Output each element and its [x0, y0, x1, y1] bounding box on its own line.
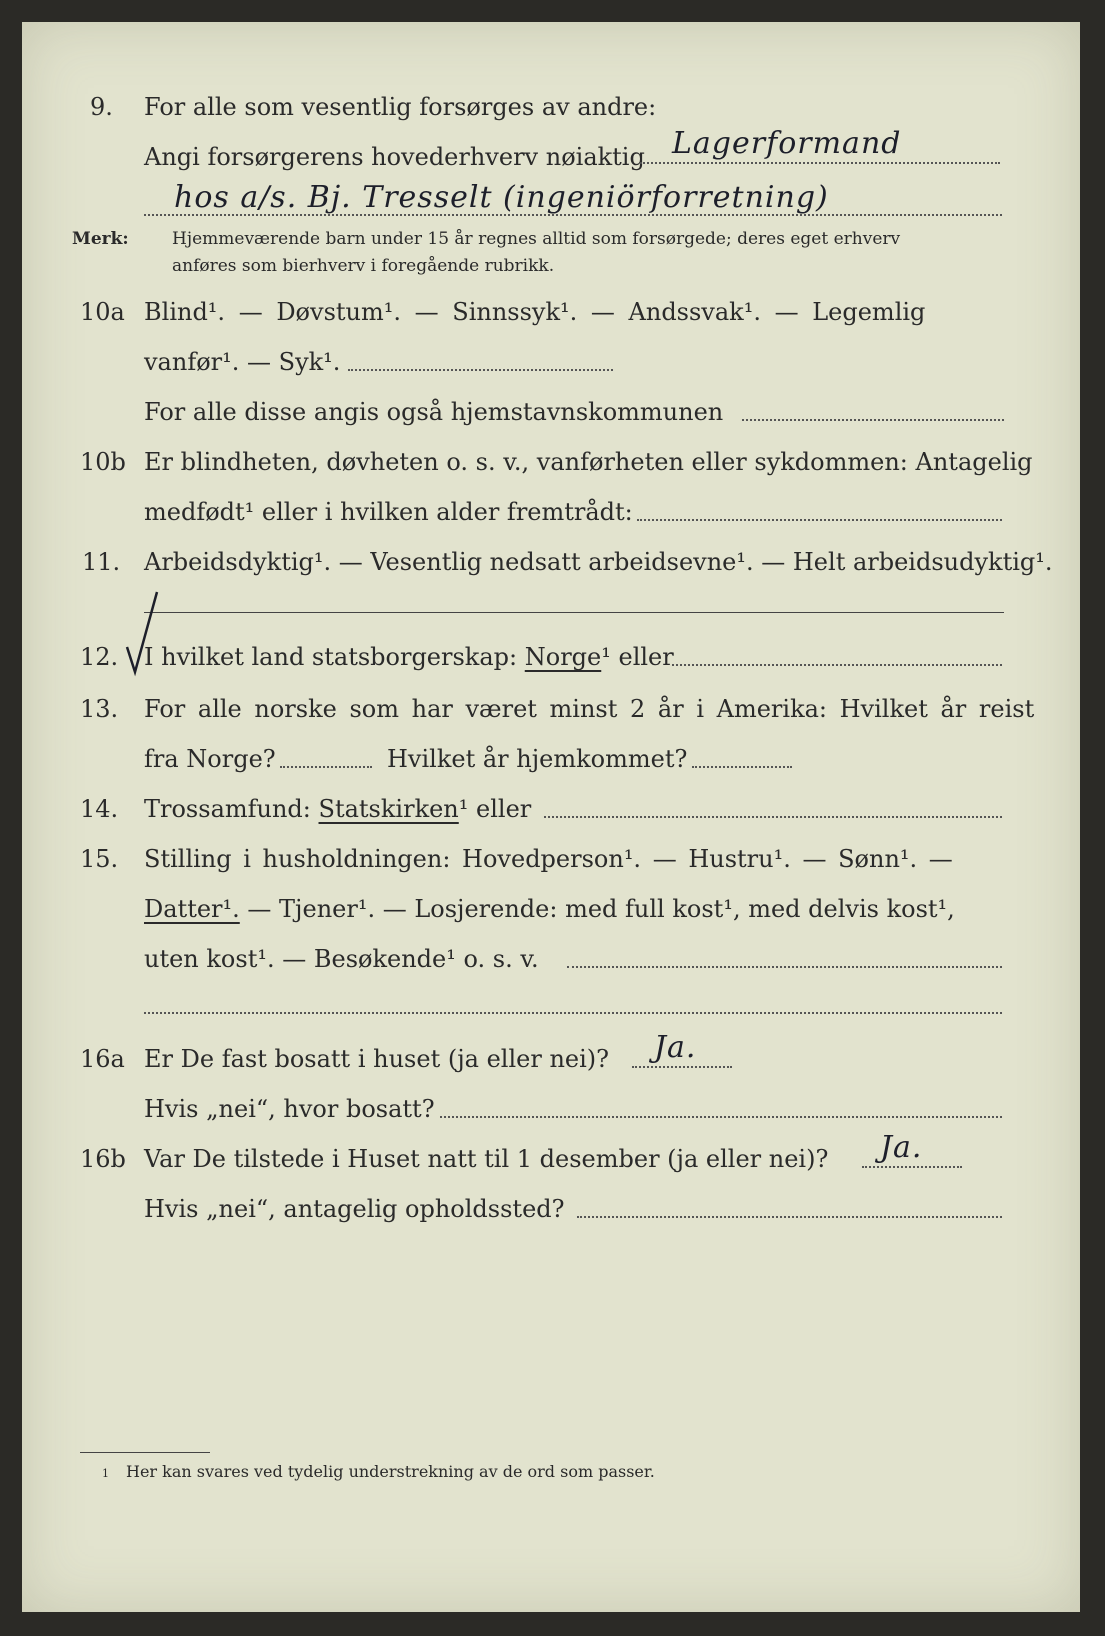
- q15-datter-underlined: Datter¹.: [144, 895, 240, 923]
- q10a-line2: vanfør¹. — Syk¹.: [144, 348, 341, 376]
- q15-line2-text: — Tjener¹. — Losjerende: med full kost¹, med delvis kost¹,: [247, 895, 955, 923]
- q14-line1: [144, 794, 531, 824]
- q16b-line2: Hvis „nei“, antagelig opholdssted?: [144, 1195, 565, 1223]
- q13-line2a: fra Norge?: [144, 745, 276, 773]
- q15-number: 15.: [80, 845, 119, 873]
- q16b-dotted-line: [862, 1166, 962, 1168]
- q9-line1: For alle som vesentlig forsørges av andre:: [144, 93, 657, 121]
- q15-line1: Stilling i husholdningen: Hovedperson¹. — Hustru¹. — Sønn¹. —: [144, 845, 953, 873]
- q16b-handwritten-answer: Ja.: [880, 1130, 923, 1165]
- q12-norge-underlined: Norge: [524, 643, 602, 671]
- q10a-number: 10a: [80, 298, 125, 326]
- footnote-divider: [80, 1452, 210, 1453]
- q16a-number: 16a: [80, 1045, 125, 1073]
- q11-line1: Arbeidsdyktig¹. — Vesentlig nedsatt arbeidsevne¹. — Helt arbeidsudyktig¹.: [144, 548, 1053, 576]
- q12-eller: ¹ eller: [601, 643, 674, 671]
- q11-answer-line: [144, 612, 1004, 613]
- q15-line3: uten kost¹. — Besøkende¹ o. s. v.: [144, 945, 539, 973]
- q12-dotted-line: [672, 664, 1002, 666]
- q16a-line2: Hvis „nei“, hvor bosatt?: [144, 1095, 435, 1123]
- q9-handwritten-answer-1: Lagerformand: [672, 126, 902, 161]
- q16b-dotted-line-2: [577, 1216, 1002, 1218]
- q16a-handwritten-answer: Ja.: [654, 1030, 697, 1065]
- q13-dotted-line-2: [692, 766, 792, 768]
- q10a-line1: Blind¹. — Døvstum¹. — Sinnssyk¹. — Andssvak¹. — Legemlig: [144, 298, 926, 326]
- footnote-text: Her kan svares ved tydelig understrekning av de ord som passer.: [126, 1462, 655, 1481]
- q16a-dotted-line: [632, 1066, 732, 1068]
- q10a-dotted-line: [348, 369, 613, 371]
- q16b-number: 16b: [80, 1145, 126, 1173]
- q9-line2: Angi forsørgerens hovederhverv nøiaktig: [144, 143, 645, 171]
- q12-number: 12.: [80, 643, 119, 671]
- q10a-dotted-line-2: [742, 419, 1004, 421]
- footnote-mark: 1: [102, 1467, 109, 1480]
- q10b-line2: medfødt¹ eller i hvilken alder fremtrådt:: [144, 498, 633, 526]
- q13-dotted-line-1: [280, 766, 372, 768]
- q15-dotted-line: [567, 966, 1002, 968]
- q13-line1: For alle norske som har været minst 2 år i Amerika: Hvilket år reist: [144, 695, 1035, 723]
- census-form-page: [22, 22, 1080, 1612]
- q16a-line1: Er De fast bosatt i huset (ja eller nei)?: [144, 1045, 610, 1073]
- q11-number: 11.: [82, 548, 121, 576]
- merk-line1: Hjemmeværende barn under 15 år regnes alltid som forsørgede; deres eget erhverv: [172, 229, 901, 249]
- q16a-dotted-line-2: [440, 1116, 1002, 1118]
- merk-label: Merk:: [72, 229, 129, 249]
- q14-statskirken-underlined: Statskirken: [318, 795, 459, 823]
- q9-number: 9.: [90, 93, 113, 121]
- q13-line2b: Hvilket år hjemkommet?: [387, 745, 688, 773]
- q9-answer-dotted-line: [640, 162, 1000, 164]
- q12-line1: [144, 642, 674, 672]
- q16b-line1: Var De tilstede i Huset natt til 1 desember (ja eller nei)?: [144, 1145, 829, 1173]
- q15-line2: [144, 894, 955, 924]
- merk-line2: anføres som bierhverv i foregående rubrikk.: [172, 256, 555, 276]
- q13-number: 13.: [80, 695, 119, 723]
- q14-eller: ¹ eller: [458, 795, 532, 823]
- q9-handwritten-answer-2: hos a/s. Bj. Tresselt (ingeniörforretning): [174, 180, 829, 215]
- q10b-line1: Er blindheten, døvheten o. s. v., vanførheten eller sykdommen: Antagelig: [144, 448, 1033, 476]
- q10a-line3: For alle disse angis også hjemstavnskommunen: [144, 398, 724, 426]
- q14-dotted-line: [544, 816, 1002, 818]
- q10b-dotted-line: [637, 519, 1002, 521]
- q10b-number: 10b: [80, 448, 126, 476]
- q14-number: 14.: [80, 795, 119, 823]
- q14-text: Trossamfund:: [144, 795, 311, 823]
- q15-dotted-line-2: [144, 1012, 1002, 1014]
- q12-text: I hvilket land statsborgerskap:: [144, 643, 518, 671]
